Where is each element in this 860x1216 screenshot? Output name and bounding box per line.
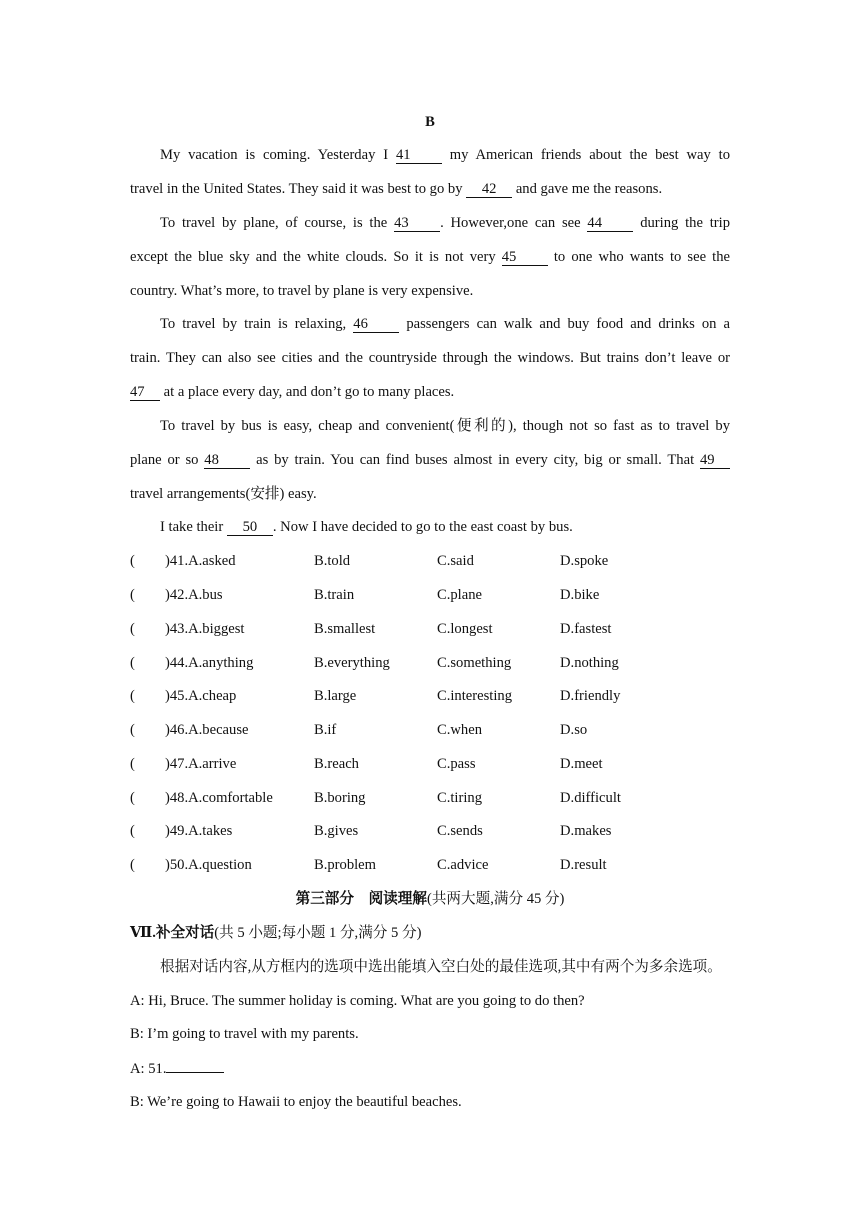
answer-paren-close: )42.A.bus [165, 587, 223, 603]
answer-paren-close: )47.A.arrive [165, 756, 237, 772]
option-d: D.spoke [560, 553, 609, 569]
option-c: C.plane [437, 587, 482, 603]
option-d: D.friendly [560, 688, 621, 704]
passage-line: My vacation is coming. Yesterday I 41 my American friends about the best way to [160, 147, 730, 163]
section-title: B [425, 114, 435, 130]
option-a: 44.A.anything [169, 655, 254, 671]
option-a: 47.A.arrive [169, 756, 237, 772]
option-b: B.everything [314, 655, 390, 671]
blank-42: 42 [466, 181, 512, 198]
answer-paren-close: )43.A.biggest [165, 621, 245, 637]
passage-line: plane or so 48 as by train. You can find buses almost in every city, big or small. That 49 [130, 450, 730, 470]
option-d: D.result [560, 857, 607, 873]
blank-49: 49 [700, 452, 730, 469]
option-c: C.longest [437, 621, 493, 637]
answer-paren-close: )46.A.because [165, 722, 249, 738]
passage-line: train. They can also see cities and the countryside through the windows. But trains don’t leave or [130, 350, 730, 366]
dialogue-line: A: 51. [130, 1058, 730, 1079]
option-d: D.makes [560, 823, 612, 839]
option-b: B.gives [314, 823, 359, 839]
option-d: D.fastest [560, 621, 612, 637]
blank-48: 48 [204, 452, 250, 469]
dialogue-line: A: Hi, Bruce. The summer holiday is coming. What are you going to do then? [130, 993, 585, 1009]
answer-blank-51[interactable] [166, 1058, 224, 1073]
passage-line: 47 at a place every day, and don’t go to many places. [130, 384, 455, 400]
option-c: C.sends [437, 823, 483, 839]
option-c: C.when [437, 722, 482, 738]
option-d: D.so [560, 722, 588, 738]
option-b: B.told [314, 553, 351, 569]
option-a: 45.A.cheap [169, 688, 237, 704]
answer-paren-close: )41.A.asked [165, 553, 236, 569]
blank-46: 46 [353, 316, 399, 333]
dialogue-line: B: I’m going to travel with my parents. [130, 1026, 359, 1042]
passage-line: country. What’s more, to travel by plane is very expensive. [130, 283, 474, 299]
passage-line: travel arrangements(安排) easy. [130, 486, 317, 502]
option-d: D.bike [560, 587, 600, 603]
option-a: 42.A.bus [169, 587, 223, 603]
option-a: 48.A.comfortable [169, 790, 273, 806]
option-c: C.something [437, 655, 512, 671]
option-b: B.if [314, 722, 337, 738]
option-c: C.tiring [437, 790, 482, 806]
option-c: C.said [437, 553, 474, 569]
option-c: C.pass [437, 756, 476, 772]
blank-45: 45 [502, 249, 548, 266]
answer-paren-close: )45.A.cheap [165, 688, 237, 704]
option-a: 41.A.asked [169, 553, 236, 569]
option-b: B.reach [314, 756, 359, 772]
option-a: 46.A.because [169, 722, 249, 738]
blank-47: 47 [130, 384, 160, 401]
option-d: D.nothing [560, 655, 619, 671]
answer-paren-close: )48.A.comfortable [165, 790, 273, 806]
option-b: B.boring [314, 790, 366, 806]
blank-43: 43 [394, 215, 440, 232]
option-c: C.advice [437, 857, 489, 873]
part-heading: 第三部分 阅读理解(共两大题,满分 45 分) [295, 891, 565, 907]
option-a: 50.A.question [169, 857, 252, 873]
passage-line: I take their 50 . Now I have decided to go to the east coast by bus. [160, 519, 573, 535]
blank-50: 50 [227, 519, 273, 536]
answer-paren-close: )44.A.anything [165, 655, 254, 671]
option-c: C.interesting [437, 688, 512, 704]
passage-line: To travel by plane, of course, is the 43 . However,one can see 44 during the trip [160, 215, 730, 231]
option-a: 43.A.biggest [169, 621, 245, 637]
option-b: B.problem [314, 857, 377, 873]
answer-paren-close: )50.A.question [165, 857, 252, 873]
passage-line: To travel by bus is easy, cheap and convenient(便利的), though not so fast as to travel by [160, 418, 730, 434]
option-b: B.large [314, 688, 357, 704]
option-b: B.smallest [314, 621, 376, 637]
passage-line: To travel by train is relaxing, 46 passengers can walk and buy food and drinks on a [160, 316, 730, 332]
option-d: D.meet [560, 756, 603, 772]
blank-44: 44 [587, 215, 633, 232]
option-d: D.difficult [560, 790, 621, 806]
option-a: 49.A.takes [169, 823, 233, 839]
instruction-text: 根据对话内容,从方框内的选项中选出能填入空白处的最佳选项,其中有两个为多余选项。 [160, 959, 722, 975]
passage-line: travel in the United States. They said it was best to go by 42 and gave me the reasons. [130, 181, 663, 197]
answer-paren-close: )49.A.takes [165, 823, 233, 839]
section-heading: Ⅶ.补全对话(共 5 小题;每小题 1 分,满分 5 分) [130, 925, 422, 941]
option-b: B.train [314, 587, 355, 603]
dialogue-line: B: We’re going to Hawaii to enjoy the beautiful beaches. [130, 1094, 462, 1110]
blank-41: 41 [396, 147, 442, 164]
passage-line: except the blue sky and the white clouds. So it is not very 45 to one who wants to see the [130, 249, 730, 265]
